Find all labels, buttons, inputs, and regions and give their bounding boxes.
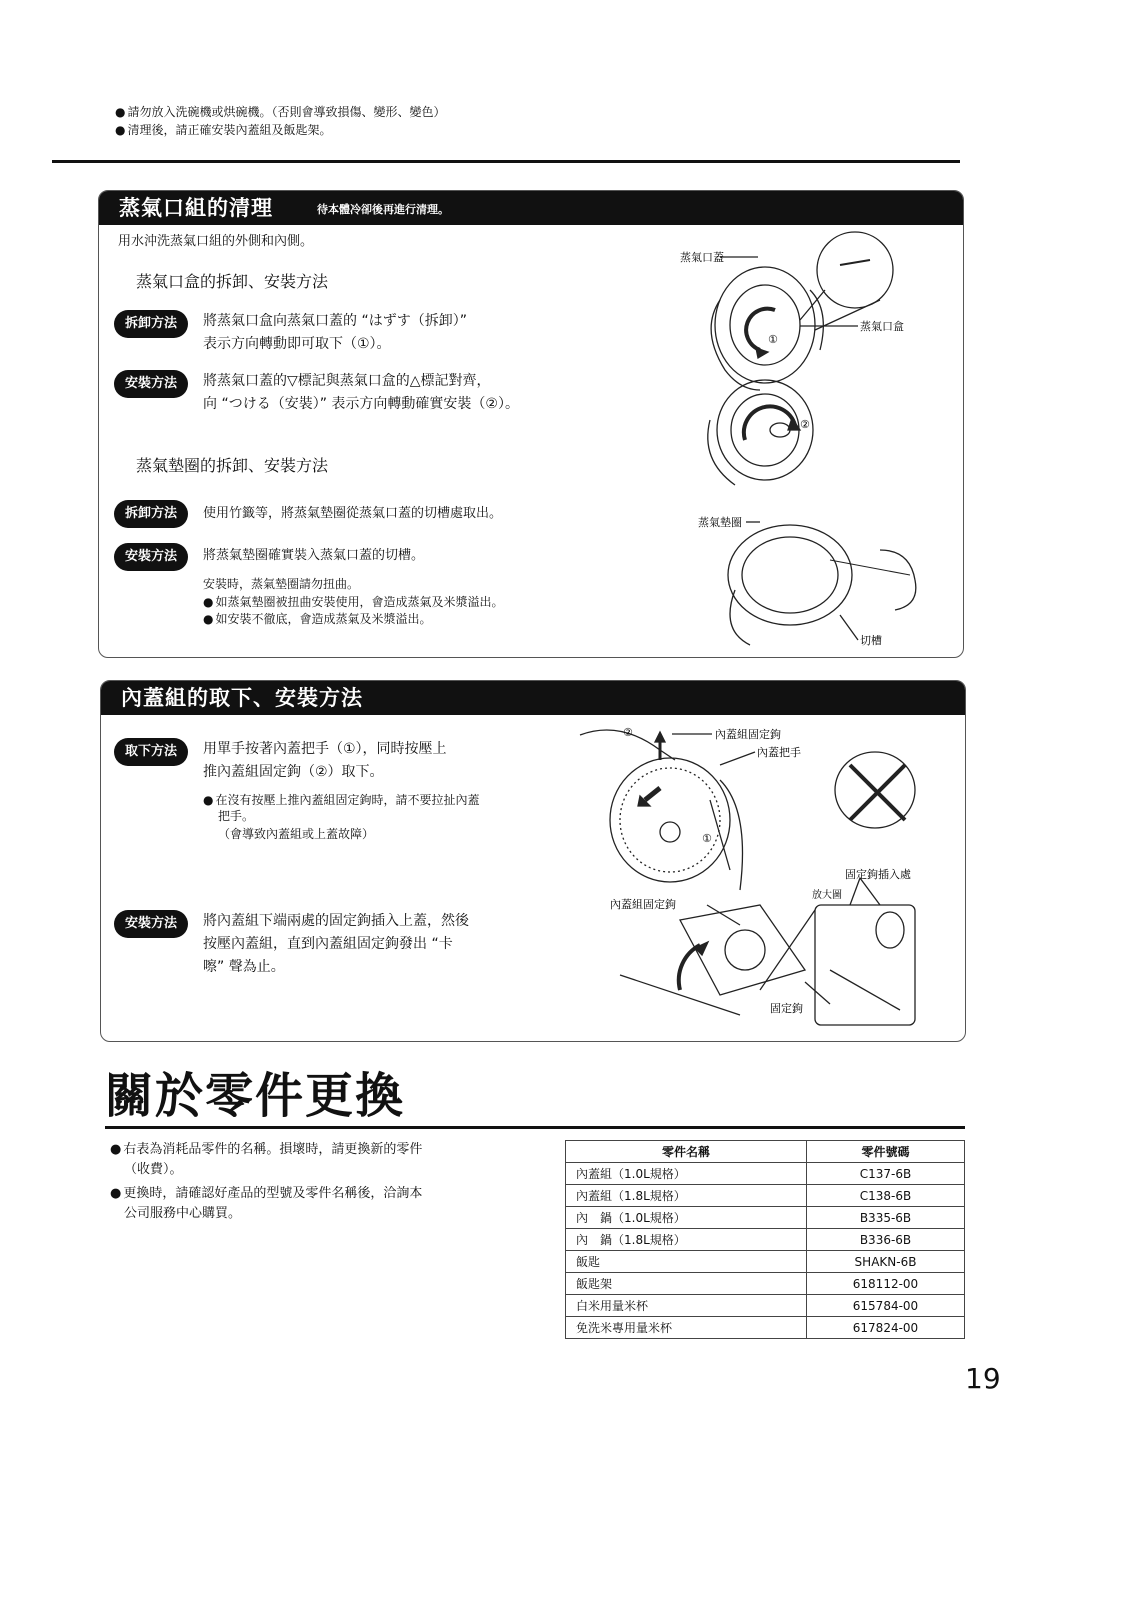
lid-remove-note-1: ● 在沒有按壓上推內蓋組固定鉤時，請不要拉扯內蓋: [203, 792, 480, 808]
gasket-install-badge: 安裝方法: [114, 543, 188, 571]
lid-illustration: [560, 720, 955, 1035]
part-number: B336-6B: [807, 1229, 965, 1251]
lid-remove-text-1: 用單手按著內蓋把手（①），同時按壓上: [203, 741, 447, 757]
gasket-note-3: ● 如安裝不徹底，會造成蒸氣及米漿溢出。: [203, 611, 432, 627]
parts-title: 關於零件更換: [105, 1068, 406, 1124]
gasket-remove-text: 使用竹籤等，將蒸氣墊圈從蒸氣口蓋的切槽處取出。: [203, 506, 503, 521]
box-install-badge: 安裝方法: [114, 370, 188, 398]
lid-fig-marker-1: ①: [702, 832, 712, 845]
steam-section-note: 待本體冷卻後再進行清理。: [317, 203, 449, 216]
lid-section-header: [101, 681, 965, 715]
gasket-shape: [728, 525, 852, 625]
parts-divider: [105, 1126, 965, 1129]
part-name: 飯匙架: [566, 1273, 807, 1295]
lid-remove-note-3: （會導致內蓋組或上蓋故障）: [218, 827, 375, 841]
top-note-1: ● 請勿放入洗碗機或烘碗機。（否則會導致損傷、變形、變色）: [115, 104, 446, 120]
part-name: 飯匙: [566, 1251, 807, 1273]
steam-section-title: 蒸氣口組的清理: [119, 196, 273, 220]
table-header-name: 零件名稱: [566, 1141, 807, 1163]
box-remove-text-2: 表示方向轉動即可取下（①）。: [203, 336, 391, 352]
steam-illustration: [680, 230, 940, 650]
page-number: 19: [965, 1362, 1001, 1395]
gasket-remove-badge: 拆卸方法: [114, 500, 188, 528]
fig-marker-1: ①: [768, 333, 778, 346]
table-header-row: [566, 1141, 965, 1163]
lid-remove-badge: 取下方法: [114, 738, 188, 766]
gasket-heading: 蒸氣墊圈的拆卸、安裝方法: [136, 456, 329, 475]
part-name: 內 鍋（1.0L規格）: [566, 1207, 807, 1229]
part-name: 內 鍋（1.8L規格）: [566, 1229, 807, 1251]
table-row: [566, 1229, 965, 1251]
box-install-text-2: 向 “つける（安裝）” 表示方向轉動確實安裝（②）。: [203, 396, 519, 412]
table-row: [566, 1273, 965, 1295]
part-name: 內蓋組（1.0L規格）: [566, 1163, 807, 1185]
fig-label-lid-handle: 內蓋把手: [757, 746, 801, 759]
lid-install-text-1: 將內蓋組下端兩處的固定鉤插入上蓋，然後: [203, 913, 469, 929]
box-remove-badge: 拆卸方法: [114, 310, 188, 338]
fig-label-fix: 固定鉤: [770, 1002, 803, 1015]
lid-remove-text-2: 推內蓋組固定鉤（②）取下。: [203, 764, 384, 780]
gasket-note-2: ● 如蒸氣墊圈被扭曲安裝使用，會造成蒸氣及米漿溢出。: [203, 594, 504, 610]
part-number: C138-6B: [807, 1185, 965, 1207]
lid-install-text-2: 按壓內蓋組，直到內蓋組固定鉤發出 “卡: [203, 936, 453, 952]
table-row: [566, 1207, 965, 1229]
zoom-box: [815, 905, 915, 1025]
parts-note-2b: 公司服務中心購買。: [124, 1206, 242, 1221]
part-number: SHAKN-6B: [807, 1251, 965, 1273]
part-number: 615784-00: [807, 1295, 965, 1317]
part-number: B335-6B: [807, 1207, 965, 1229]
parts-note-2: ● 更換時，請確認好產品的型號及零件名稱後，洽詢本: [110, 1184, 422, 1204]
table-header-number: 零件號碼: [807, 1141, 965, 1163]
part-number: 618112-00: [807, 1273, 965, 1295]
fig-label-lid-hook-2: 內蓋組固定鉤: [610, 898, 676, 911]
lid-remove-note-2: 把手。: [218, 809, 255, 823]
lid-fig-marker-2: ②: [623, 726, 633, 739]
top-divider: [52, 160, 960, 163]
box-heading: 蒸氣口盒的拆卸、安裝方法: [136, 272, 329, 291]
table-row: [566, 1163, 965, 1185]
table-row: [566, 1185, 965, 1207]
inner-lid-shape: [610, 758, 730, 882]
lid-install-badge: 安裝方法: [114, 910, 188, 938]
fig-label-zoom: 放大圖: [812, 890, 842, 901]
fig-marker-2: ②: [800, 418, 810, 431]
box-remove-text-1: 將蒸氣口盒向蒸氣口蓋的 “はずす（拆卸）”: [203, 313, 467, 329]
fig-label-groove: 切槽: [860, 634, 882, 647]
fig-label-steam-box: 蒸氣口盒: [860, 320, 904, 333]
part-number: 617824-00: [807, 1317, 965, 1339]
part-name: 白米用量米杯: [566, 1295, 807, 1317]
part-name: 免洗米專用量米杯: [566, 1317, 807, 1339]
steam-intro: 用水沖洗蒸氣口組的外側和內側。: [118, 234, 314, 249]
table-row: [566, 1317, 965, 1339]
gasket-note-1: 安裝時，蒸氣墊圈請勿扭曲。: [203, 577, 360, 591]
table-row: [566, 1251, 965, 1273]
parts-note-1b: （收費）。: [124, 1162, 183, 1177]
top-note-2: ● 清理後，請正確安裝內蓋組及飯匙架。: [115, 122, 332, 138]
table-row: [566, 1295, 965, 1317]
fig-label-gasket: 蒸氣墊圈: [698, 516, 742, 529]
parts-note-1: ● 右表為消耗品零件的名稱。損壞時，請更換新的零件: [110, 1140, 422, 1160]
fig-label-steam-cap: 蒸氣口蓋: [680, 251, 724, 264]
fig-label-lid-hook: 內蓋組固定鉤: [715, 728, 781, 741]
part-number: C137-6B: [807, 1163, 965, 1185]
fig-label-insert: 固定鉤插入處: [845, 868, 911, 881]
box-install-text-1: 將蒸氣口蓋的▽標記與蒸氣口盒的△標記對齊，: [203, 373, 491, 389]
steam-section-header: [99, 191, 963, 225]
part-name: 內蓋組（1.8L規格）: [566, 1185, 807, 1207]
parts-table: [565, 1140, 965, 1339]
lid-section-title: 內蓋組的取下、安裝方法: [121, 686, 363, 710]
lid-install-text-3: 嚓” 聲為止。: [203, 959, 285, 975]
gasket-install-text: 將蒸氣墊圈確實裝入蒸氣口蓋的切槽。: [203, 548, 425, 563]
